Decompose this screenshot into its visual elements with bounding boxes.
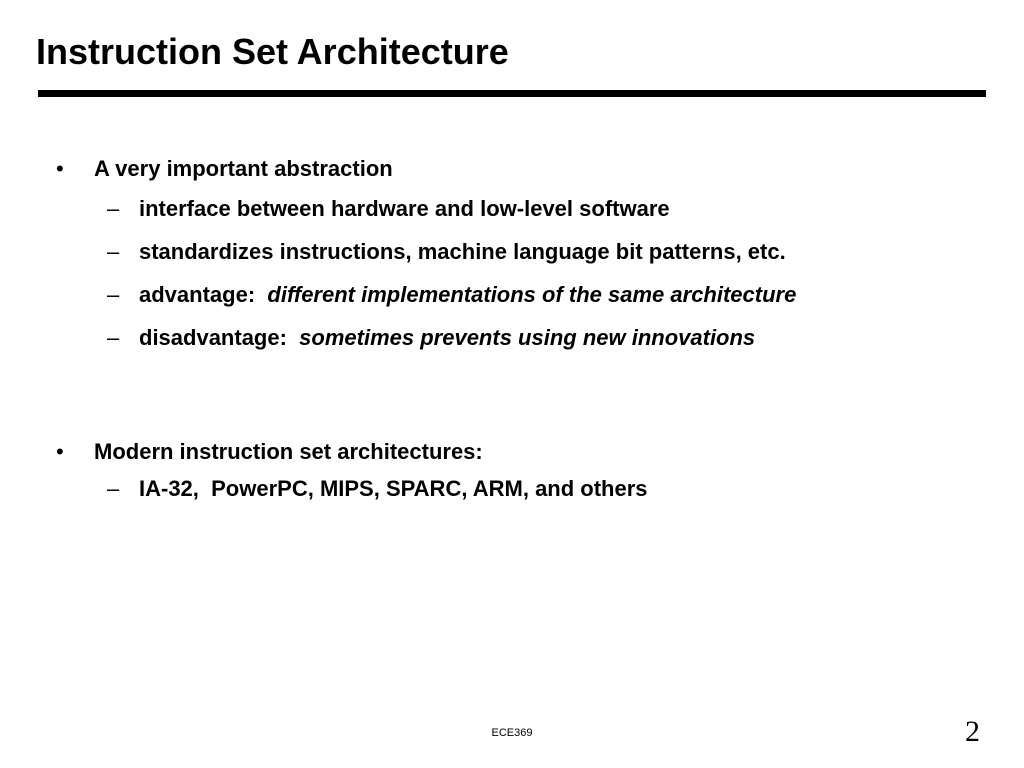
page-number: 2 [965,715,980,748]
bullet-marker: • [56,439,64,464]
sub-bullet-text: IA-32, PowerPC, MIPS, SPARC, ARM, and others [139,476,648,501]
bullet-text: A very important abstraction [94,156,393,181]
slide-title: Instruction Set Architecture [36,31,509,72]
sub-bullet-marker: – [107,325,120,350]
sub-bullet-marker: – [107,196,120,221]
sub-bullet-item [107,237,786,267]
sub-bullet-text: standardizes instructions, machine language bit patterns, etc. [139,239,786,264]
sub-bullet-item [107,280,797,310]
sub-bullet-marker: – [107,239,120,264]
sub-bullet-detail: different implementations of the same architecture [267,282,797,307]
sub-bullet-label: disadvantage: [139,325,287,350]
sub-bullet-label: advantage: [139,282,256,307]
title-divider [38,90,986,97]
sub-bullet-text: interface between hardware and low-level software [139,196,670,221]
sub-bullet-item [107,194,670,224]
bullet-marker: • [56,156,64,181]
sub-bullet-detail: sometimes prevents using new innovations [299,325,756,350]
sub-bullet-marker: – [107,476,120,501]
bullet-text: Modern instruction set architectures: [94,439,483,464]
footer-course: ECE369 [491,727,533,739]
bullet-item [56,437,483,467]
sub-bullet-marker: – [107,282,120,307]
bullet-item [56,154,393,184]
sub-bullet-item [107,474,648,504]
sub-bullet-item [107,323,756,353]
